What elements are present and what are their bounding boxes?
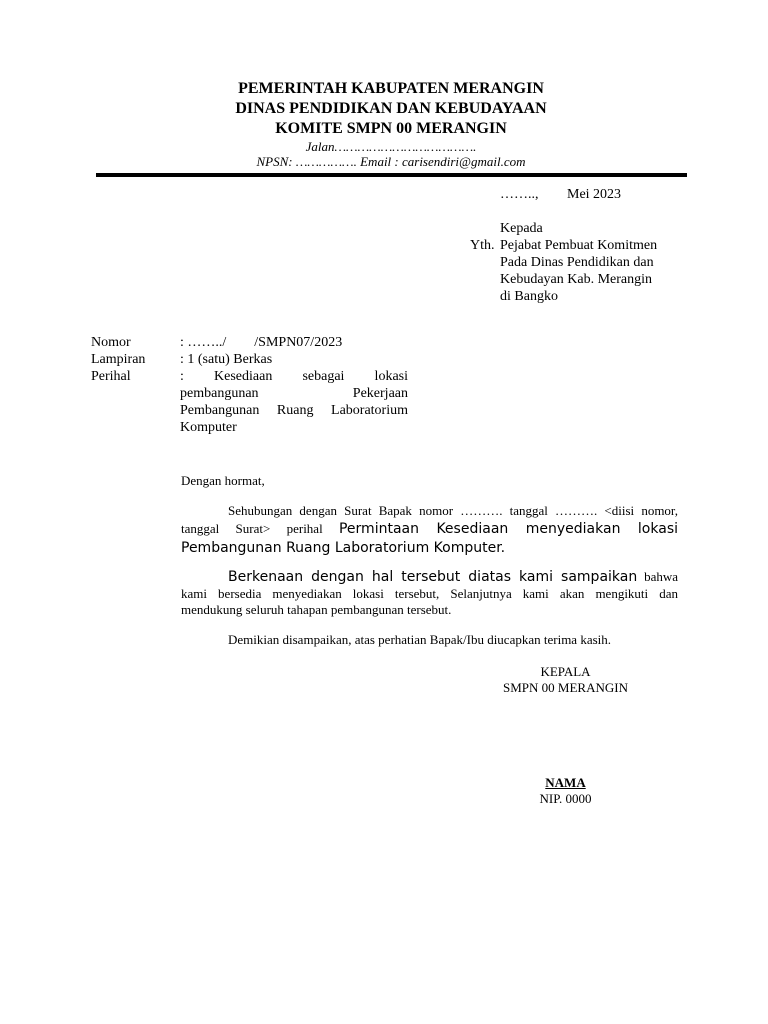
paragraph-2-line-1a: Berkenaan dengan hal tersebut diatas kami sampaikan [228, 569, 638, 585]
letterhead-committee: KOMITE SMPN 00 MERANGIN [275, 120, 507, 137]
closing-sentence: Demikian disampaikan, atas perhatian Bapak/Ibu diucapkan terima kasih. [228, 632, 612, 647]
paragraph-1-line-2 [181, 519, 678, 539]
letterhead-contact: NPSN: ……………. Email : carisendiri@gmail.com [256, 154, 526, 169]
perihal-line-2: pembangunan Pekerjaan [180, 386, 408, 401]
signature-title-1: KEPALA [540, 664, 591, 679]
paragraph-2-line-1b: bahwa [644, 569, 679, 584]
paragraph-1 [181, 503, 678, 557]
paragraph-1-line-3: Pembangunan Ruang Laboratorium Komputer. [181, 540, 506, 556]
perihal-value [180, 368, 408, 436]
signature-nip: NIP. 0000 [539, 791, 592, 806]
recipient-line-4: di Bangko [500, 289, 558, 304]
paragraph-1-line-2a: tanggal Surat> perihal [181, 521, 323, 536]
paragraph-2-line-1 [181, 568, 678, 586]
recipient-line-1: Pejabat Pembuat Komitmen [500, 238, 658, 253]
date-month-year: Mei 2023 [567, 187, 622, 202]
signature-title-2: SMPN 00 MERANGIN [503, 680, 628, 695]
recipient-line-2: Pada Dinas Pendidikan dan [500, 255, 654, 270]
nomor-value: : ……../ /SMPN07/2023 [180, 335, 343, 350]
recipient-kepada: Kepada [500, 221, 543, 236]
paragraph-2-line-2: kami bersedia menyediakan lokasi tersebut, Selanjutnya kami akan mengikuti dan [181, 586, 678, 601]
perihal-label: Perihal [91, 369, 131, 384]
signature-name: NAMA [545, 775, 586, 790]
paragraph-1-subject: Permintaan Kesediaan menyediakan lokasi [338, 521, 678, 537]
letterhead-divider [96, 173, 687, 177]
recipient-yth: Yth. [470, 238, 495, 253]
lampiran-value: : 1 (satu) Berkas [180, 352, 273, 367]
letterhead-address: Jalan………………………………. [305, 139, 477, 154]
paragraph-2-line-3: mendukung seluruh tahapan pembangunan tersebut. [181, 602, 452, 617]
perihal-line-4: Komputer [180, 420, 237, 435]
perihal-line-1: : Kesediaan sebagai lokasi [180, 369, 408, 384]
perihal-line-3: Pembangunan Ruang Laboratorium [180, 403, 408, 418]
date-place: …….., [500, 187, 539, 202]
letterhead-department: DINAS PENDIDIKAN DAN KEBUDAYAAN [235, 100, 547, 117]
recipient-line-3: Kebudayan Kab. Merangin [500, 272, 653, 287]
paragraph-2 [181, 568, 678, 618]
lampiran-label: Lampiran [91, 352, 146, 367]
nomor-label: Nomor [91, 335, 131, 350]
salutation: Dengan hormat, [181, 473, 265, 488]
paragraph-1-line-1: Sehubungan dengan Surat Bapak nomor ………. tanggal ………. <diisi nomor, [228, 503, 678, 518]
letterhead-government: PEMERINTAH KABUPATEN MERANGIN [238, 80, 544, 97]
